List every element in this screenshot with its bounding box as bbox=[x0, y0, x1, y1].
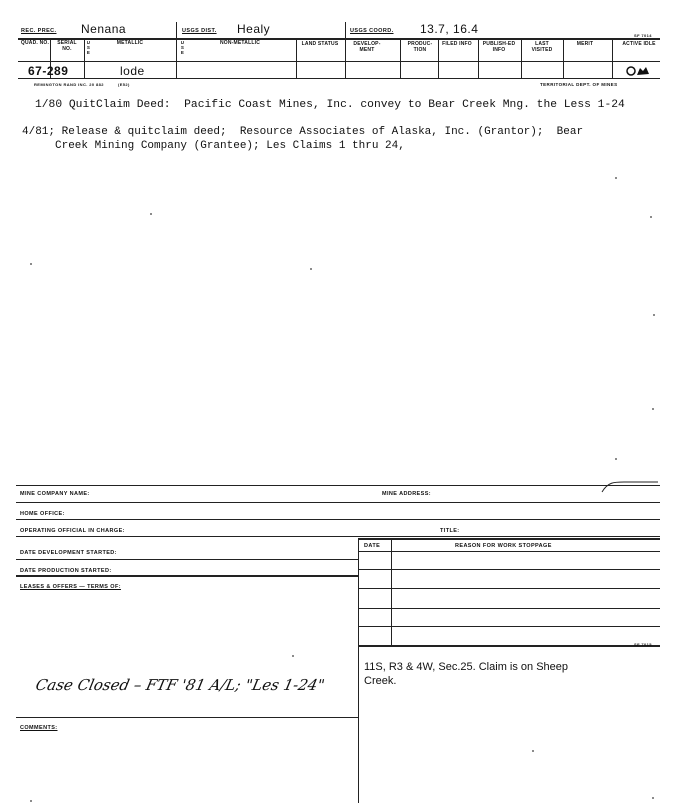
record-number: 67-289 bbox=[28, 64, 69, 78]
handwritten-case-closed-note: Case Closed – FTF '81 A/L; "Les 1-24" bbox=[34, 676, 327, 694]
record-type: lode bbox=[120, 64, 145, 78]
col-active-idle: ACTIVE IDLE bbox=[622, 41, 656, 47]
col-land-status: LAND STATUS bbox=[301, 41, 339, 47]
col-use-letters-2: U S E bbox=[180, 40, 185, 55]
form-number-bottom: SF 7015 bbox=[634, 642, 652, 647]
printer-code-2: (E52) bbox=[118, 82, 130, 87]
date-column-header: DATE bbox=[364, 543, 381, 549]
printer-note: REMINGTON RAND INC. 20 bbox=[34, 82, 95, 87]
location-line-1: 11S, R3 & 4W, Sec.25. Claim is on Sheep bbox=[364, 661, 569, 673]
entry-line-3: Creek Mining Company (Grantee); Les Claims 1 thru 24, bbox=[22, 140, 405, 152]
usgs-dist-label: USGS DIST. bbox=[182, 28, 217, 34]
col-non-metallic: NON-METALLIC bbox=[219, 40, 261, 46]
col-merit: MERIT bbox=[576, 41, 594, 47]
col-metallic: METALLIC bbox=[116, 40, 144, 46]
col-use-letters: U S E bbox=[86, 40, 91, 55]
usgs-coord-value: 13.7, 16.4 bbox=[420, 22, 479, 36]
form-number-top: SF 7014 bbox=[634, 33, 652, 38]
mine-address-label: MINE ADDRESS: bbox=[382, 491, 431, 497]
dept-name: TERRITORIAL DEPT. OF MINES bbox=[540, 82, 618, 87]
date-production-label: DATE PRODUCTION STARTED: bbox=[20, 568, 112, 574]
col-serial-no: SERIAL NO. bbox=[57, 40, 77, 52]
operating-official-label: OPERATING OFFICIAL IN CHARGE: bbox=[20, 528, 125, 534]
usgs-dist-value: Healy bbox=[237, 22, 271, 36]
tab-curve bbox=[600, 478, 660, 494]
rec-prec-value: Nenana bbox=[81, 22, 127, 36]
entry-line-1: 1/80 QuitClaim Deed: Pacific Coast Mines, Inc. convey to Bear Creek Mng. the Less 1-24 bbox=[35, 99, 625, 111]
home-office-label: HOME OFFICE: bbox=[20, 511, 65, 517]
col-published-info: PUBLISH-ED INFO bbox=[482, 41, 516, 53]
mine-company-name-label: MINE COMPANY NAME: bbox=[20, 491, 90, 497]
col-development: DEVELOP-MENT bbox=[353, 41, 381, 53]
reason-column-header: REASON FOR WORK STOPPAGE bbox=[455, 543, 552, 549]
comments-label: COMMENTS: bbox=[20, 725, 58, 731]
rec-prec-label: REC. PREC. bbox=[21, 28, 57, 34]
date-development-label: DATE DEVELOPMENT STARTED: bbox=[20, 550, 117, 556]
col-last-visited: LAST VISITED bbox=[531, 41, 553, 53]
col-filed-info: FILED INFO bbox=[442, 41, 472, 47]
col-quad-no: QUAD. NO. bbox=[20, 40, 50, 46]
usgs-coord-label: USGS COORD. bbox=[350, 28, 394, 34]
col-production: PRODUC-TION bbox=[407, 41, 433, 53]
leases-offers-label: LEASES & OFFERS — TERMS OF: bbox=[20, 584, 121, 590]
location-line-2: Creek. bbox=[364, 675, 397, 687]
active-idle-marker bbox=[626, 64, 650, 76]
printer-code: 882 bbox=[96, 82, 104, 87]
entry-line-2: 4/81; Release & quitclaim deed; Resource Associates of Alaska, Inc. (Grantor); Bear bbox=[22, 126, 584, 138]
title-label: TITLE: bbox=[440, 528, 460, 534]
